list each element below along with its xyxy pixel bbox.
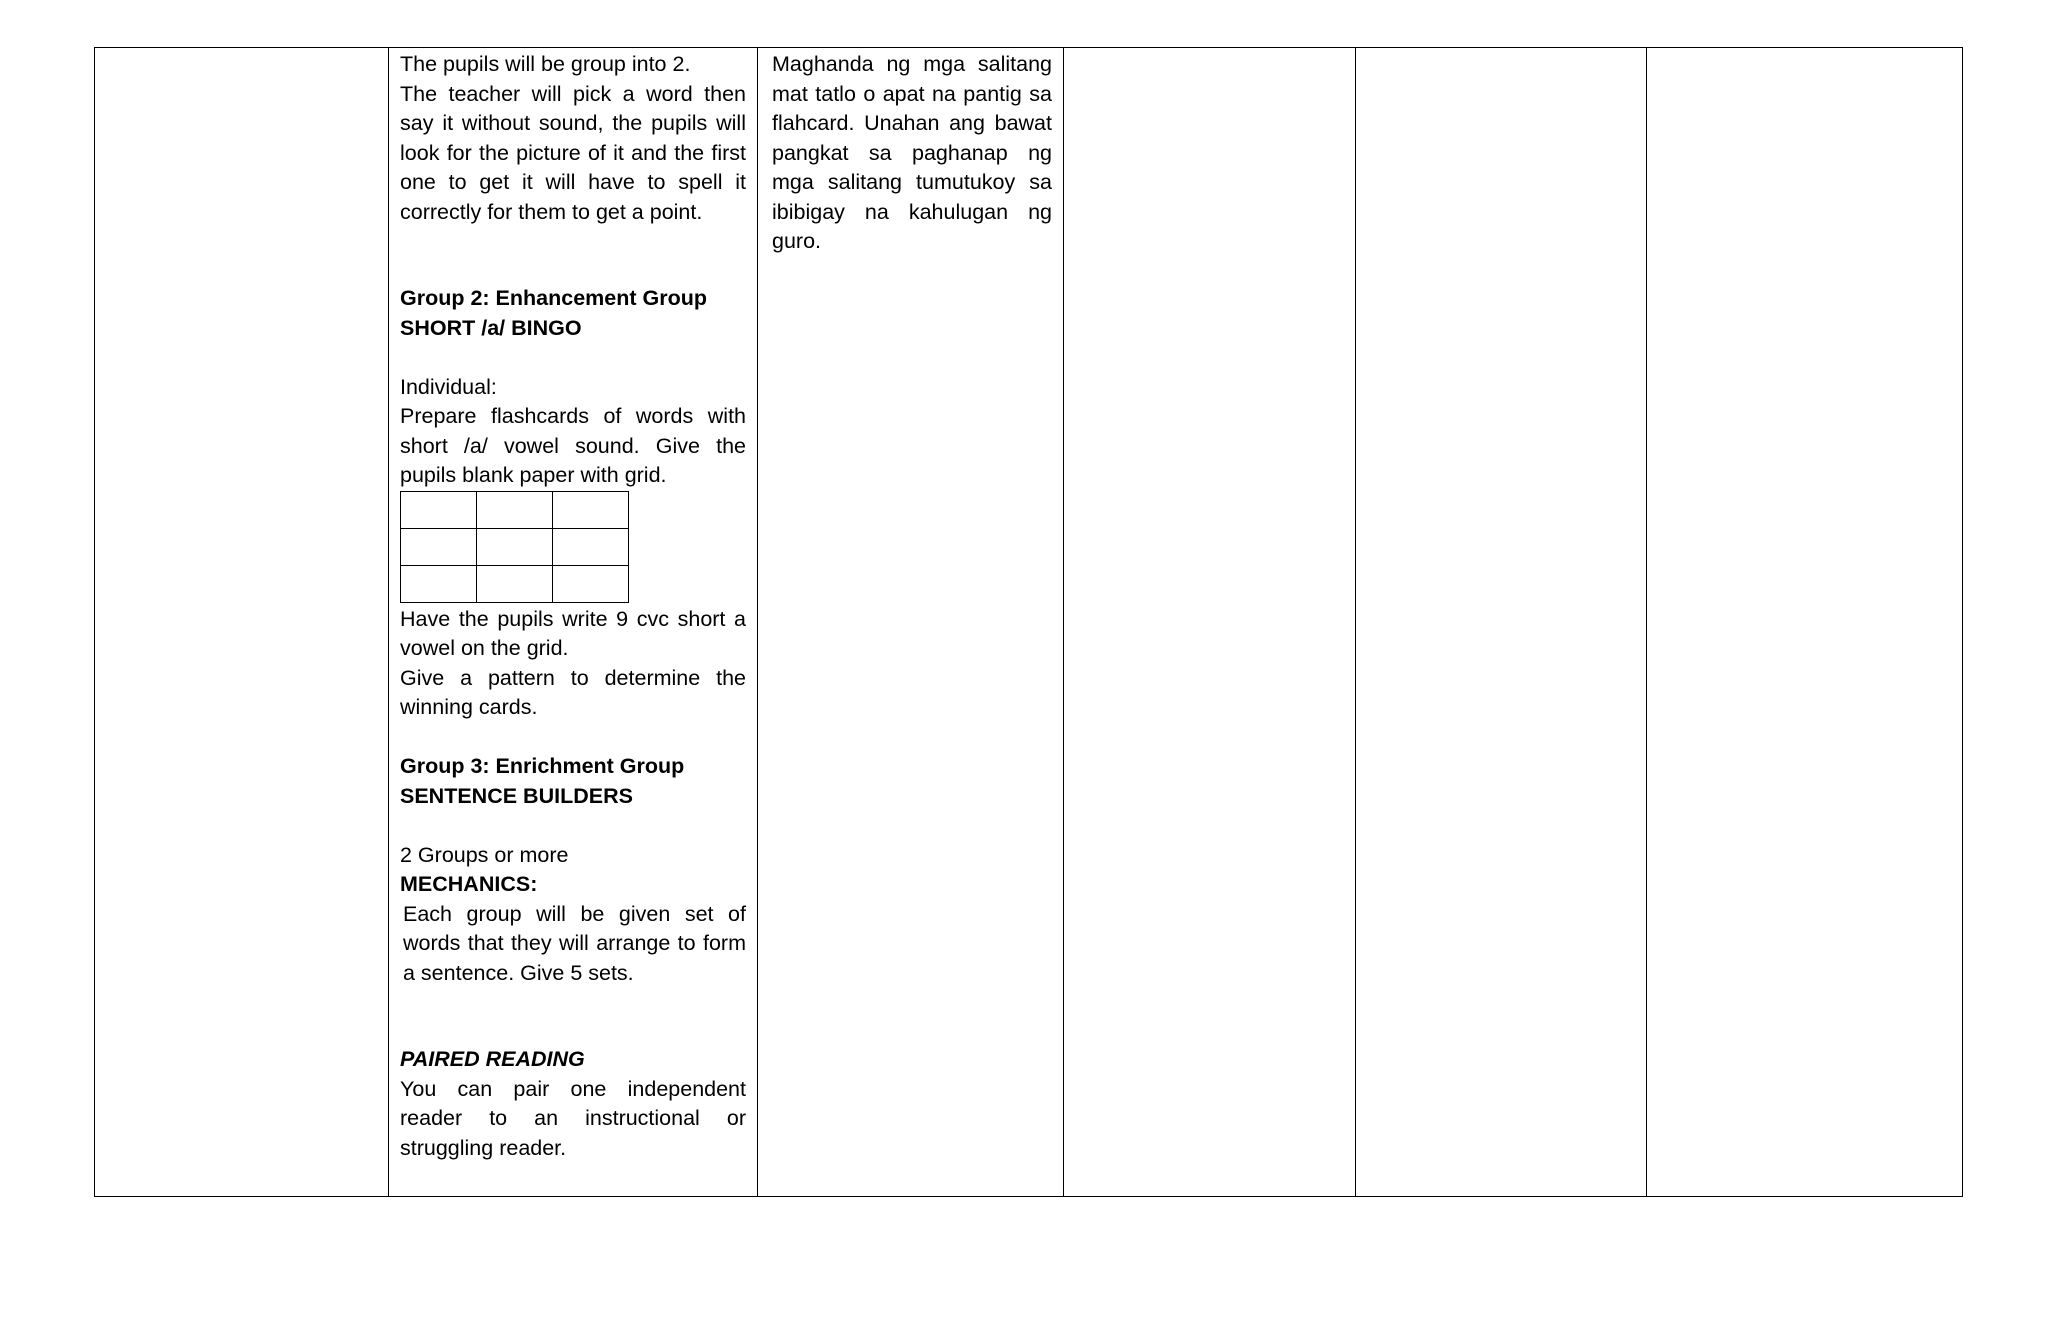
grid-cell [477, 528, 553, 565]
group2-instructions: Prepare flashcards of words with short /a/ vowel sound. Give the pupils blank paper with grid. [400, 404, 746, 487]
paired-reading-title: PAIRED READING [400, 1047, 585, 1071]
grid-cell [553, 565, 629, 602]
group3-mechanics: Each group will be given set of words that they will arrange to form a sentence. Give 5 sets. [403, 901, 746, 985]
group2-game: SHORT /a/ BINGO [400, 315, 582, 340]
group3-mechanics-label: MECHANICS: [400, 872, 538, 896]
cell-column-6 [1647, 48, 1963, 1197]
group2-mode: Individual: [400, 374, 497, 399]
group2-after-grid-1: Have the pupils write 9 cvc short a vowel on the grid. [400, 606, 746, 660]
grid-cell [401, 528, 477, 565]
intro-line-2: The teacher will pick a word then say it without sound, the pupils will look for the picture of it and the first one to get it will have to spell it correctly for them to get a point. [400, 81, 746, 224]
intro-line-1: The pupils will be group into 2. [400, 52, 691, 76]
group3-game: SENTENCE BUILDERS [400, 783, 633, 808]
grid-row [401, 565, 629, 602]
group2-after-grid-2: Give a pattern to determine the winning cards. [400, 665, 746, 719]
grid-cell [477, 491, 553, 528]
cell-column-5 [1356, 48, 1647, 1197]
cell-column-1 [95, 48, 389, 1197]
group2-title: Group 2: Enhancement Group [400, 286, 707, 310]
cell-column-3 [758, 48, 1064, 1197]
grid-cell [401, 565, 477, 602]
group3-title: Group 3: Enrichment Group [400, 754, 685, 778]
bingo-grid [400, 491, 629, 603]
grid-row [401, 528, 629, 565]
paired-reading-text: You can pair one independent reader to an instructional or struggling reader. [400, 1076, 746, 1160]
grid-cell [477, 565, 553, 602]
table-row [95, 48, 1963, 1197]
filipino-activity-text: Maghanda ng mga salitang mat tatlo o apat na pantig sa flahcard. Unahan ang bawat pangkat sa paghanap ng mga salitang tumutukoy sa ibibigay na kahulugan ng guro. [772, 52, 1052, 253]
grid-cell [553, 528, 629, 565]
cell-column-2 [389, 48, 758, 1197]
lesson-plan-table [94, 47, 1963, 1197]
cell-column-4 [1064, 48, 1356, 1197]
group3-mode: 2 Groups or more [400, 842, 569, 867]
grid-cell [553, 491, 629, 528]
grid-cell [401, 491, 477, 528]
grid-row [401, 491, 629, 528]
